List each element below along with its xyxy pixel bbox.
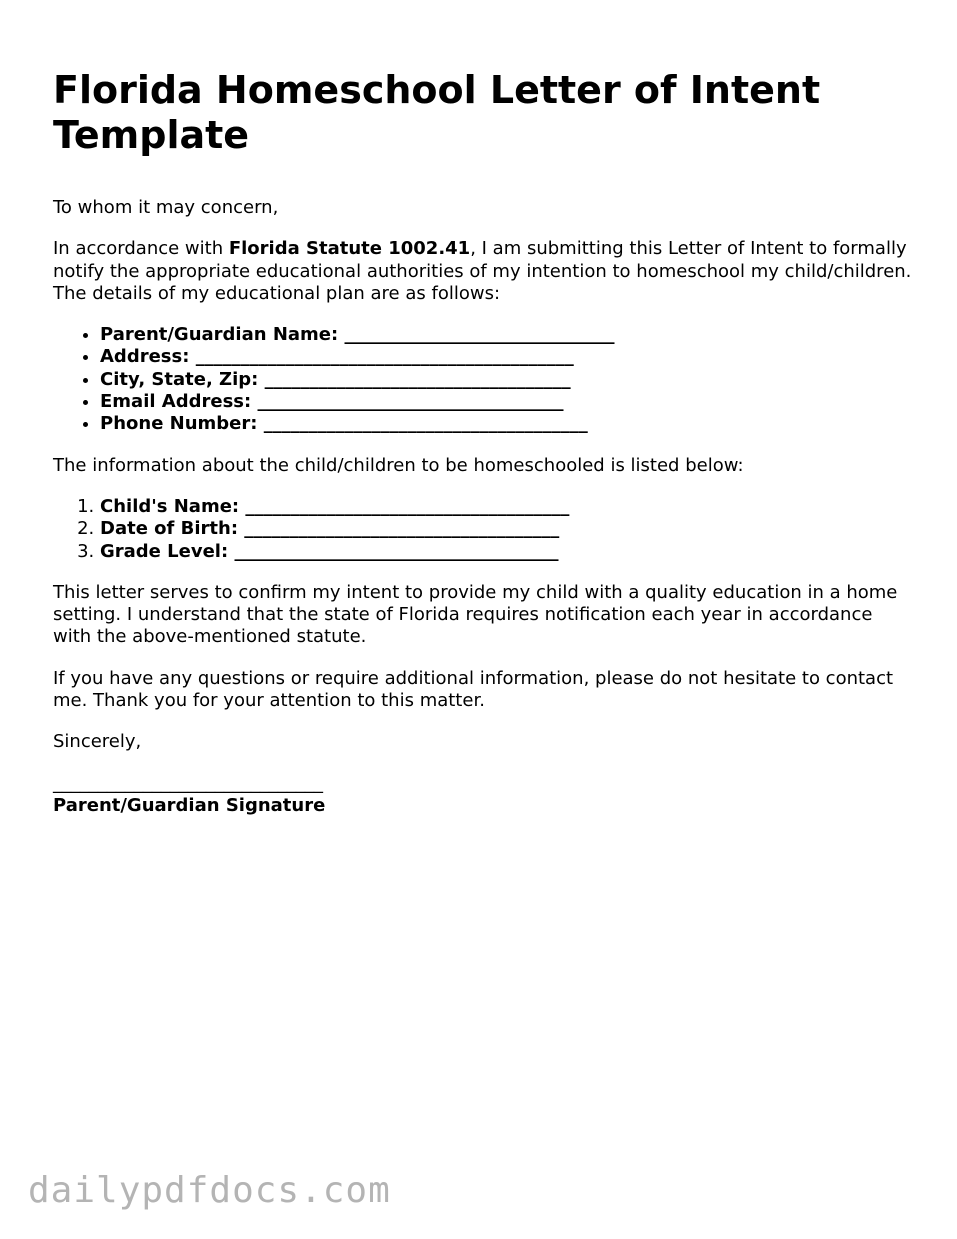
parent-field-city-state-zip: • City, State, Zip: __________________________________ xyxy=(100,369,913,391)
salutation: To whom it may concern, xyxy=(53,197,279,218)
page-title: Florida Homeschool Letter of Intent Template xyxy=(53,68,821,157)
letter-page xyxy=(53,0,913,817)
signature-block xyxy=(53,773,913,818)
confirmation-paragraph: This letter serves to confirm my intent to provide my child with a quality education in a home setting. I understand that the state of Florida requires notification each year in accordance with the above-mentioned statute. xyxy=(53,581,898,648)
intro-after: , I am submitting this Letter of Intent to formally notify the appropriate educational authorities of my intention to homeschool my child/children. The details of my educational plan are as follows: xyxy=(53,238,912,304)
watermark: dailypdfdocs.com xyxy=(28,1170,391,1211)
closing: Sincerely, xyxy=(53,731,142,753)
blank-line[interactable]: ______________________________ xyxy=(344,324,615,346)
child-field-name: 1. Child's Name: ____________________________________ xyxy=(100,496,913,518)
blank-line[interactable]: ____________________________________ xyxy=(263,413,588,435)
blank-line[interactable]: ____________________________________ xyxy=(234,540,559,562)
child-field-dob: 2. Date of Birth: ___________________________________ xyxy=(100,518,913,540)
statute-reference: Florida Statute 1002.41 xyxy=(228,238,471,260)
parent-field-phone: • Phone Number: ____________________________________ xyxy=(100,413,913,435)
blank-line[interactable]: __________________________________ xyxy=(264,368,571,390)
blank-line[interactable]: __________________________________ xyxy=(257,391,564,413)
signature-label: Parent/Guardian Signature xyxy=(53,794,326,816)
contact-paragraph: If you have any questions or require additional information, please do not hesitate to contact me. Thank you for your attention to this matter. xyxy=(53,667,894,712)
parent-field-email: • Email Address: __________________________________ xyxy=(100,391,913,413)
blank-line[interactable]: __________________________________________ xyxy=(195,346,574,368)
blank-line[interactable]: ____________________________________ xyxy=(245,495,570,517)
parent-info-list xyxy=(53,324,913,435)
child-field-grade: 3. Grade Level: ____________________________________ xyxy=(100,541,913,563)
child-info-list xyxy=(53,496,913,563)
blank-line[interactable]: ___________________________________ xyxy=(244,518,560,540)
signature-blank-line[interactable]: ______________________________ xyxy=(53,772,323,794)
child-intro: The information about the child/children to be homeschooled is listed below: xyxy=(53,454,744,476)
parent-field-name: • Parent/Guardian Name: ______________________________ xyxy=(100,324,913,346)
parent-field-address: • Address: __________________________________________ xyxy=(100,346,913,368)
intro-before: In accordance with xyxy=(53,238,229,260)
intro-paragraph xyxy=(53,238,913,305)
